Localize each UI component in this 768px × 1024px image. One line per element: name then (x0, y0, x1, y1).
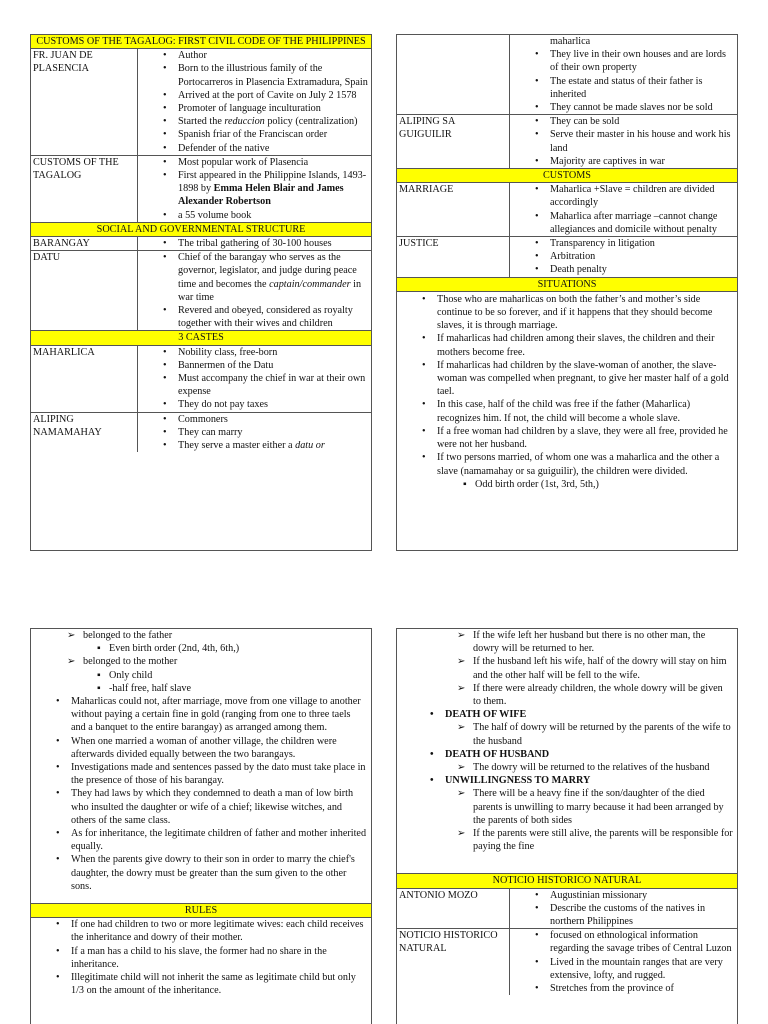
list-item: • Majority are captives in war (550, 155, 735, 168)
list-item: • If maharlicas had children by the slave-woman of another, the slave-woman was compelled when pregnant, to give her master half of a gold tael. (437, 359, 733, 399)
row-noticio (397, 929, 737, 995)
list-item: • Defender of the native (178, 142, 369, 155)
label-maharlica: MAHARLICA (31, 346, 138, 412)
heading-death-of-wife: • DEATH OF WIFE (445, 708, 733, 721)
label-aliping-namamahay: ALIPING NAMAMAHAY (31, 413, 138, 453)
list-item: ▪ Odd birth order (1st, 3rd, 5th,) (475, 478, 733, 491)
list-item: • Illegitimate child will not inherit the same as legitimate child but only 1/3 on the amount of the inheritance. (71, 971, 367, 997)
list-item: • When one married a woman of another village, the children were afterwards divided equally between the two barangays. (71, 735, 367, 761)
situations-body (397, 292, 737, 491)
heading-unwillingness: • UNWILLINGNESS TO MARRY (445, 774, 733, 787)
section-header-customs: CUSTOMS (397, 169, 737, 183)
row-aliping-guiguilir (397, 115, 737, 169)
list-item: • If maharlicas had children among their slaves, the children and their mothers become free. (437, 332, 733, 358)
list-item: • In this case, half of the child was free if the father (Maharlica) recognizes him. If not, the child will become a whole slave. (437, 398, 733, 424)
label-barangay: BARANGAY (31, 237, 138, 250)
list-item: • They do not pay taxes (178, 398, 369, 411)
list-item: • The estate and status of their father is inherited (550, 75, 735, 101)
list-item: • First appeared in the Philippine Islands, 1493-1898 by Emma Helen Blair and James Alexander Robertson (178, 169, 369, 209)
list-item: • Lived in the mountain ranges that are very extensive, lofty, and rugged. (550, 956, 735, 982)
list-item: ➢ The dowry will be returned to the relatives of the husband (473, 761, 733, 774)
row-barangay (31, 237, 371, 251)
list-item: • Maharlica after marriage –cannot change allegiances and domicile without penalty (550, 210, 735, 236)
list-item: • The tribal gathering of 30-100 houses (178, 237, 369, 250)
list-item: • If a free woman had children by a slave, they were all free, provided he were not her husband. (437, 425, 733, 451)
list-item: • Commoners (178, 413, 369, 426)
list-item: • Spanish friar of the Franciscan order (178, 128, 369, 141)
panel-situations-continued (30, 628, 372, 1024)
list-item: ➢ If the parents were still alive, the parents will be responsible for paying the fine (473, 827, 733, 853)
row-datu (31, 251, 371, 331)
label-antonio-mozo: ANTONIO MOZO (397, 889, 510, 929)
heading-death-of-husband: • DEATH OF HUSBAND (445, 748, 733, 761)
section-header-social: SOCIAL AND GOVERNMENTAL STRUCTURE (31, 223, 371, 237)
list-item: • If two persons married, of whom one was a maharlica and the other a slave (namamahay or sa guiguilir), the children were divided. (437, 451, 733, 477)
list-item: • Describe the customs of the natives in northern Philippines (550, 902, 735, 928)
label-noticio: NOTICIO HISTORICO NATURAL (397, 929, 510, 995)
section-header-situations: SITUATIONS (397, 278, 737, 292)
list-item: • Started the reduccion policy (centralization) (178, 115, 369, 128)
list-item: • Promoter of language inculturation (178, 102, 369, 115)
list-item: • Nobility class, free-born (178, 346, 369, 359)
label-justice: JUSTICE (397, 237, 510, 277)
label-datu: DATU (31, 251, 138, 330)
list-item: • They can marry (178, 426, 369, 439)
list-item: • If one had children to two or more legitimate wives: each child receives the inheritance and dowry of their mother. (71, 918, 367, 944)
list-item: ▪ Even birth order (2nd, 4th, 6th,) (109, 642, 367, 655)
list-item: • Arrived at the port of Cavite on July 2 1578 (178, 89, 369, 102)
list-item: • Must accompany the chief in war at their own expense (178, 372, 369, 398)
list-item: • They cannot be made slaves nor be sold (550, 101, 735, 114)
list-item: ➢ There will be a heavy fine if the son/daughter of the died parents is unwilling to marry because it had been arranged by the parents of both sides (473, 787, 733, 827)
label-fr-juan: FR. JUAN DE PLASENCIA (31, 49, 138, 155)
label-aliping-guiguilir: ALIPING SA GUIGUILIR (397, 115, 510, 168)
row-marriage (397, 183, 737, 237)
list-item: • Maharlicas could not, after marriage, move from one village to another without paying a certain fine in gold (ranging from one to three taels and a banquet to the entire barangay) as arranged among them. (71, 695, 367, 735)
section-header-rules: RULES (31, 904, 371, 918)
list-item: • Stretches from the province of (550, 982, 735, 995)
list-item: • If a man has a child to his slave, the former had no share in the inheritance. (71, 945, 367, 971)
list-item: ▪ -half free, half slave (109, 682, 367, 695)
list-item: • Born to the illustrious family of the Portocarreros in Plasencia Extramadura, Spain (178, 62, 369, 88)
panel-castes-continued (396, 34, 738, 551)
list-item: • Bannermen of the Datu (178, 359, 369, 372)
list-item: • Death penalty (550, 263, 735, 276)
content-fr-juan (138, 49, 371, 155)
list-item: • focused on ethnological information regarding the savage tribes of Central Luzon (550, 929, 735, 955)
section-header-noticio: NOTICIO HISTORICO NATURAL (397, 873, 737, 888)
row-aliping-namamahay (31, 413, 371, 453)
list-item: • When the parents give dowry to their son in order to marry the chief's daughter, the dowry must be greater than the sum given to the other sons. (71, 853, 367, 893)
section-header-castes: 3 CASTES (31, 331, 371, 345)
row-customs-tagalog (31, 156, 371, 223)
list-item: ➢ belonged to the mother (83, 655, 367, 668)
list-item: ➢ If there were already children, the whole dowry will be given to them. (473, 682, 733, 708)
list-item: • They had laws by which they condemned to death a man of low birth who insulted the daughter or wife of a chief; likewise witches, and others of the same class. (71, 787, 367, 827)
label-marriage: MARRIAGE (397, 183, 510, 236)
list-item: • Serve their master in his house and work his land (550, 128, 735, 154)
list-item: ➢ belonged to the father (83, 629, 367, 642)
list-item: • As for inheritance, the legitimate children of father and mother inherited equally. (71, 827, 367, 853)
list-item: • Revered and obeyed, considered as royalty together with their wives and children (178, 304, 369, 330)
content-customs (138, 156, 371, 222)
list-item: ➢ The half of dowry will be returned by the parents of the wife to the husband (473, 721, 733, 747)
list-item: • Maharlica +Slave = children are divided accordingly (550, 183, 735, 209)
panel-dowry-noticio (396, 628, 738, 1024)
label-customs: CUSTOMS OF THE TAGALOG (31, 156, 138, 222)
list-item: • They serve a master either a datu or (178, 439, 369, 452)
list-item: • They can be sold (550, 115, 735, 128)
panel-plasencia (30, 34, 372, 551)
list-item: • Investigations made and sentences passed by the dato must take place in the presence of those of his barangay. (71, 761, 367, 787)
row-maharlica (31, 346, 371, 413)
list-item: • a 55 volume book (178, 209, 369, 222)
row-namamahay-continued (397, 35, 737, 115)
row-antonio-mozo (397, 889, 737, 930)
row-fr-juan (31, 49, 371, 156)
list-item: • Chief of the barangay who serves as the governor, legislator, and judge during peace time and becomes the captain/commander in war time (178, 251, 369, 304)
list-item: • They live in their own houses and are lords of their own property (550, 48, 735, 74)
list-item: • Augustinian missionary (550, 889, 735, 902)
list-item: ➢ If the wife left her husband but there is no other man, the dowry will be returned to her. (473, 629, 733, 655)
list-item: ➢ If the husband left his wife, half of the dowry will stay on him and the other half will be fell to the wife. (473, 655, 733, 681)
row-justice (397, 237, 737, 278)
list-item: • Transparency in litigation (550, 237, 735, 250)
continued-text: maharlica (550, 36, 591, 47)
list-item: • Arbitration (550, 250, 735, 263)
table-title: CUSTOMS OF THE TAGALOG: FIRST CIVIL CODE OF THE PHILIPPINES (31, 35, 371, 49)
list-item: • Most popular work of Plasencia (178, 156, 369, 169)
list-item: • Author (178, 49, 369, 62)
list-item: • Those who are maharlicas on both the father’s and mother’s side continue to be so forever, and if it happens that they should become slaves, it is through marriage. (437, 293, 733, 333)
list-item: ▪ Only child (109, 669, 367, 682)
